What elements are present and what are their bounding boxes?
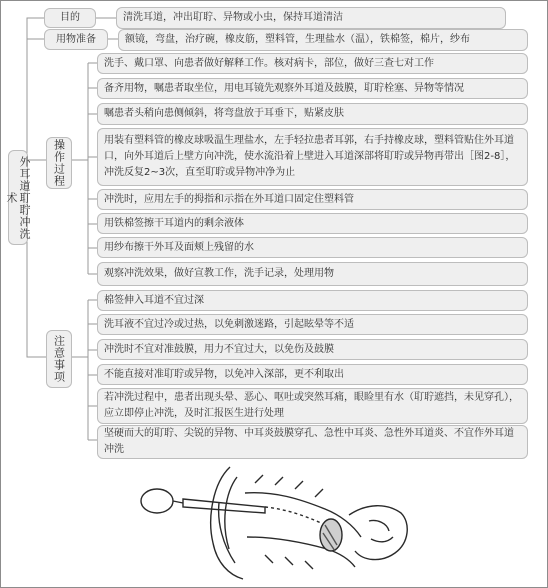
procedure-label: 操作过程 [52, 139, 66, 187]
procedure-step-text: 观察冲洗效果，做好宣教工作，洗手记录，处理用物 [104, 268, 334, 279]
notes-item-text: 不能直接对准耵聍或异物，以免冲入深部，更不利取出 [104, 368, 344, 380]
procedure-step-text: 嘱患者头稍向患侧倾斜，将弯盘放于耳垂下，贴紧皮肤 [104, 108, 344, 119]
procedure-step [97, 189, 528, 210]
notes-item [97, 339, 528, 360]
procedure-label-node [46, 137, 72, 189]
procedure-step-text: 用铁棉签擦干耳道内的剩余液体 [104, 217, 244, 229]
root-node [5, 150, 31, 245]
purpose-label-node [44, 8, 96, 28]
notes-item-text: 洗耳液不宜过冷或过热，以免刺激迷路，引起眩晕等不适 [104, 318, 354, 330]
notes-item-text: 棉签伸入耳道不宜过深 [104, 294, 204, 306]
supplies-text-node [118, 29, 528, 51]
procedure-step-text: 用装有塑料管的橡皮球吸温生理盐水，左手轻拉患者耳郭，右手持橡皮球，塑料管贴住外耳道口，向外耳道后上壁方向冲洗，使水流沿着上壁进入耳道深部将耵聍或异物再带出［图2-8］，冲洗反复2~3次，直至耵聍或异物冲净为止 [104, 135, 516, 178]
supplies-label-node [44, 29, 108, 50]
procedure-step [97, 103, 528, 125]
procedure-step [97, 53, 528, 74]
notes-label: 注意事项 [52, 335, 66, 383]
notes-item [97, 314, 528, 335]
procedure-step [97, 213, 528, 234]
notes-item [97, 425, 528, 459]
procedure-step-text: 洗手、戴口罩、向患者做好解释工作。核对病卡，部位，做好三查七对工作 [104, 57, 434, 69]
notes-item [97, 364, 528, 385]
procedure-step [97, 262, 528, 286]
notes-label-node [46, 330, 72, 388]
notes-item-text: 冲洗时不宜对准鼓膜，用力不宜过大，以免伤及鼓膜 [104, 343, 334, 355]
purpose-text: 清洗耳道，冲出耵聍、异物或小虫，保持耳道清洁 [123, 12, 343, 23]
supplies-label: 用物准备 [56, 33, 96, 45]
root-title: 外耳道耵聍冲洗术 [5, 155, 31, 240]
supplies-text: 额镜，弯盘，治疗碗，橡皮筋，塑料管，生理盐水（温），铁棉签，棉片，纱布 [125, 34, 470, 45]
ear-irrigation-illustration-icon [125, 463, 415, 583]
procedure-step-text: 冲洗时，应用左手的拇指和示指在外耳道口固定住塑料管 [104, 193, 354, 205]
procedure-step [97, 78, 528, 99]
procedure-step [97, 237, 528, 258]
procedure-step [97, 128, 528, 186]
purpose-text-node [116, 7, 506, 29]
notes-item [97, 388, 528, 424]
notes-item-text: 坚硬而大的耵聍、尖锐的异物、中耳炎鼓膜穿孔、急性中耳炎、急性外耳道炎、不宜作外耳道冲洗 [104, 428, 514, 455]
purpose-label: 目的 [60, 12, 80, 23]
notes-item [97, 290, 528, 311]
notes-item-text: 若冲洗过程中，患者出现头晕、恶心、呕吐或突然耳痛，眼睑里有水（耵聍遮挡，未见穿孔），应立即停止冲洗，及时汇报医生进行处理 [104, 392, 519, 419]
procedure-step-text: 用纱布擦干外耳及面颊上残留的水 [104, 241, 254, 253]
procedure-step-text: 备齐用物，嘱患者取坐位，用电耳镜先观察外耳道及鼓膜，耵聍栓塞、异物等情况 [104, 82, 464, 94]
